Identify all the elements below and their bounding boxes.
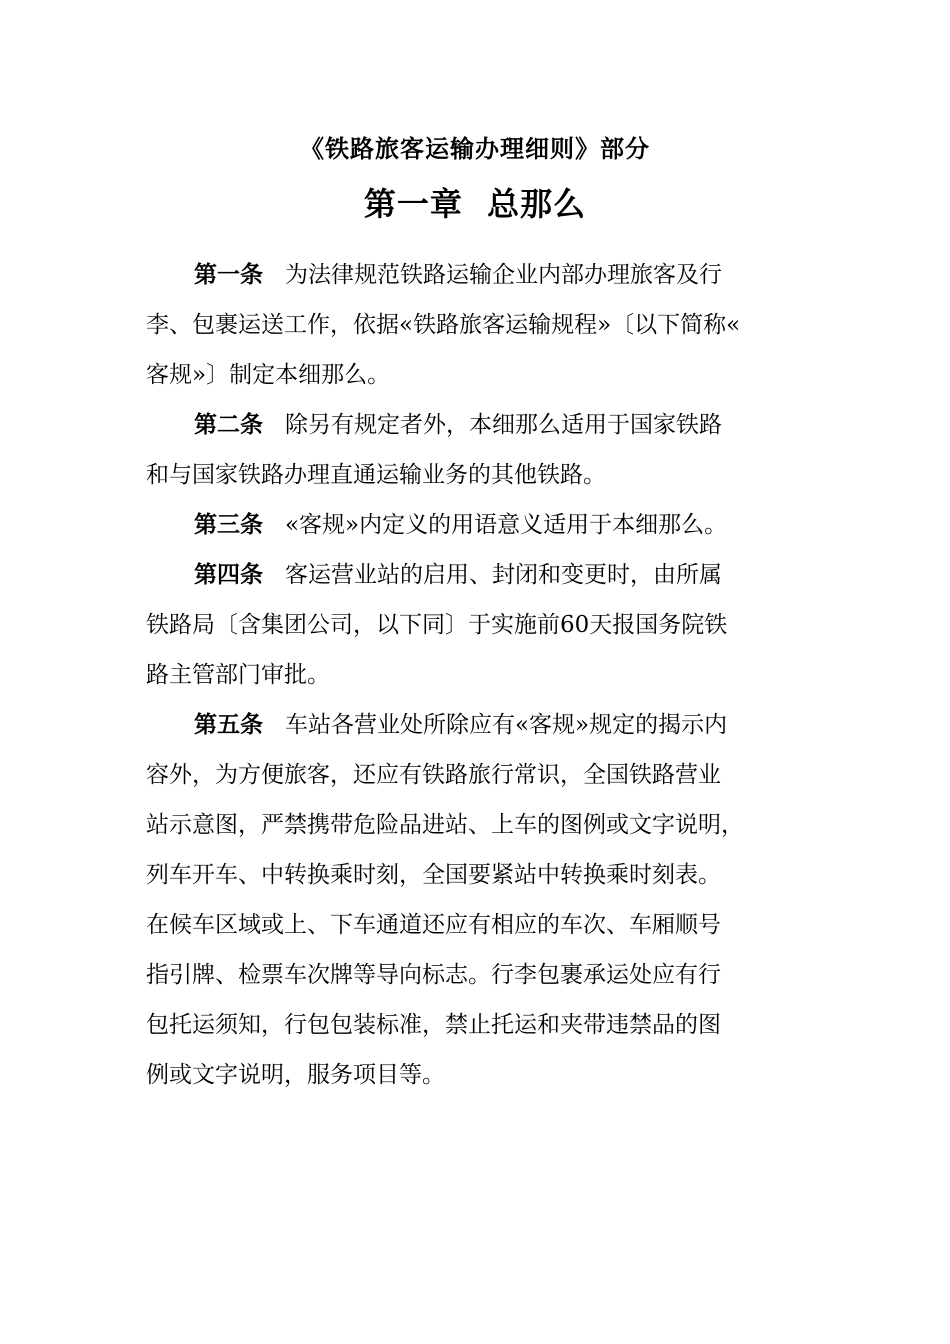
article-5-line-7: 包托运须知，行包包装标准，禁止托运和夹带违禁品的图 <box>146 1012 721 1038</box>
article-3-number: 第三条 <box>194 512 263 538</box>
article-1-line-2: 李、包裹运送工作，依据«铁路旅客运输规程»〔以下简称« <box>146 312 741 338</box>
article-5-number: 第五条 <box>194 712 263 738</box>
article-2-line-1 <box>194 400 722 450</box>
article-5-line-4: 列车开车、中转换乘时刻，全国要紧站中转换乘时刻表。 <box>146 862 721 888</box>
article-4-line-1 <box>194 550 722 600</box>
article-5-line-6: 指引牌、检票车次牌等导向标志。行李包裹承运处应有行 <box>146 962 721 988</box>
article-5-line-5: 在候车区域或上、下车通道还应有相应的车次、车厢顺号 <box>146 912 721 938</box>
article-4-number: 第四条 <box>194 562 263 588</box>
article-5-line-1 <box>194 700 727 750</box>
article-4-text-1: 客运营业站的启用、封闭和变更时，由所属 <box>284 562 722 588</box>
article-3-line-1 <box>194 500 727 550</box>
article-2-number: 第二条 <box>194 412 263 438</box>
article-1-line-1 <box>194 250 722 300</box>
article-5-line-3: 站示意图，严禁携带危险品进站、上车的图例或文字说明， <box>146 812 744 838</box>
article-3-text-1: «客规»内定义的用语意义适用于本细那么。 <box>284 512 728 538</box>
article-1-text-1: 为法律规范铁路运输企业内部办理旅客及行 <box>284 262 722 288</box>
article-5-line-8: 例或文字说明，服务项目等。 <box>146 1062 445 1088</box>
article-1-line-3: 客规»〕制定本细那么。 <box>146 362 391 388</box>
document-title: 《铁路旅客运输办理细则》部分 <box>300 135 650 163</box>
article-2-text-1: 除另有规定者外，本细那么适用于国家铁路 <box>284 412 722 438</box>
article-4-line-3: 路主管部门审批。 <box>146 662 330 688</box>
chapter-title: 第一章 总那么 <box>363 185 587 223</box>
article-2-line-2: 和与国家铁路办理直通运输业务的其他铁路。 <box>146 462 606 488</box>
article-1-number: 第一条 <box>194 262 263 288</box>
article-4-line-2: 铁路局〔含集团公司，以下同〕于实施前60天报国务院铁 <box>146 612 728 638</box>
article-5-line-2: 容外，为方便旅客，还应有铁路旅行常识，全国铁路营业 <box>146 762 721 788</box>
article-5-text-1: 车站各营业处所除应有«客规»规定的揭示内 <box>284 712 728 738</box>
